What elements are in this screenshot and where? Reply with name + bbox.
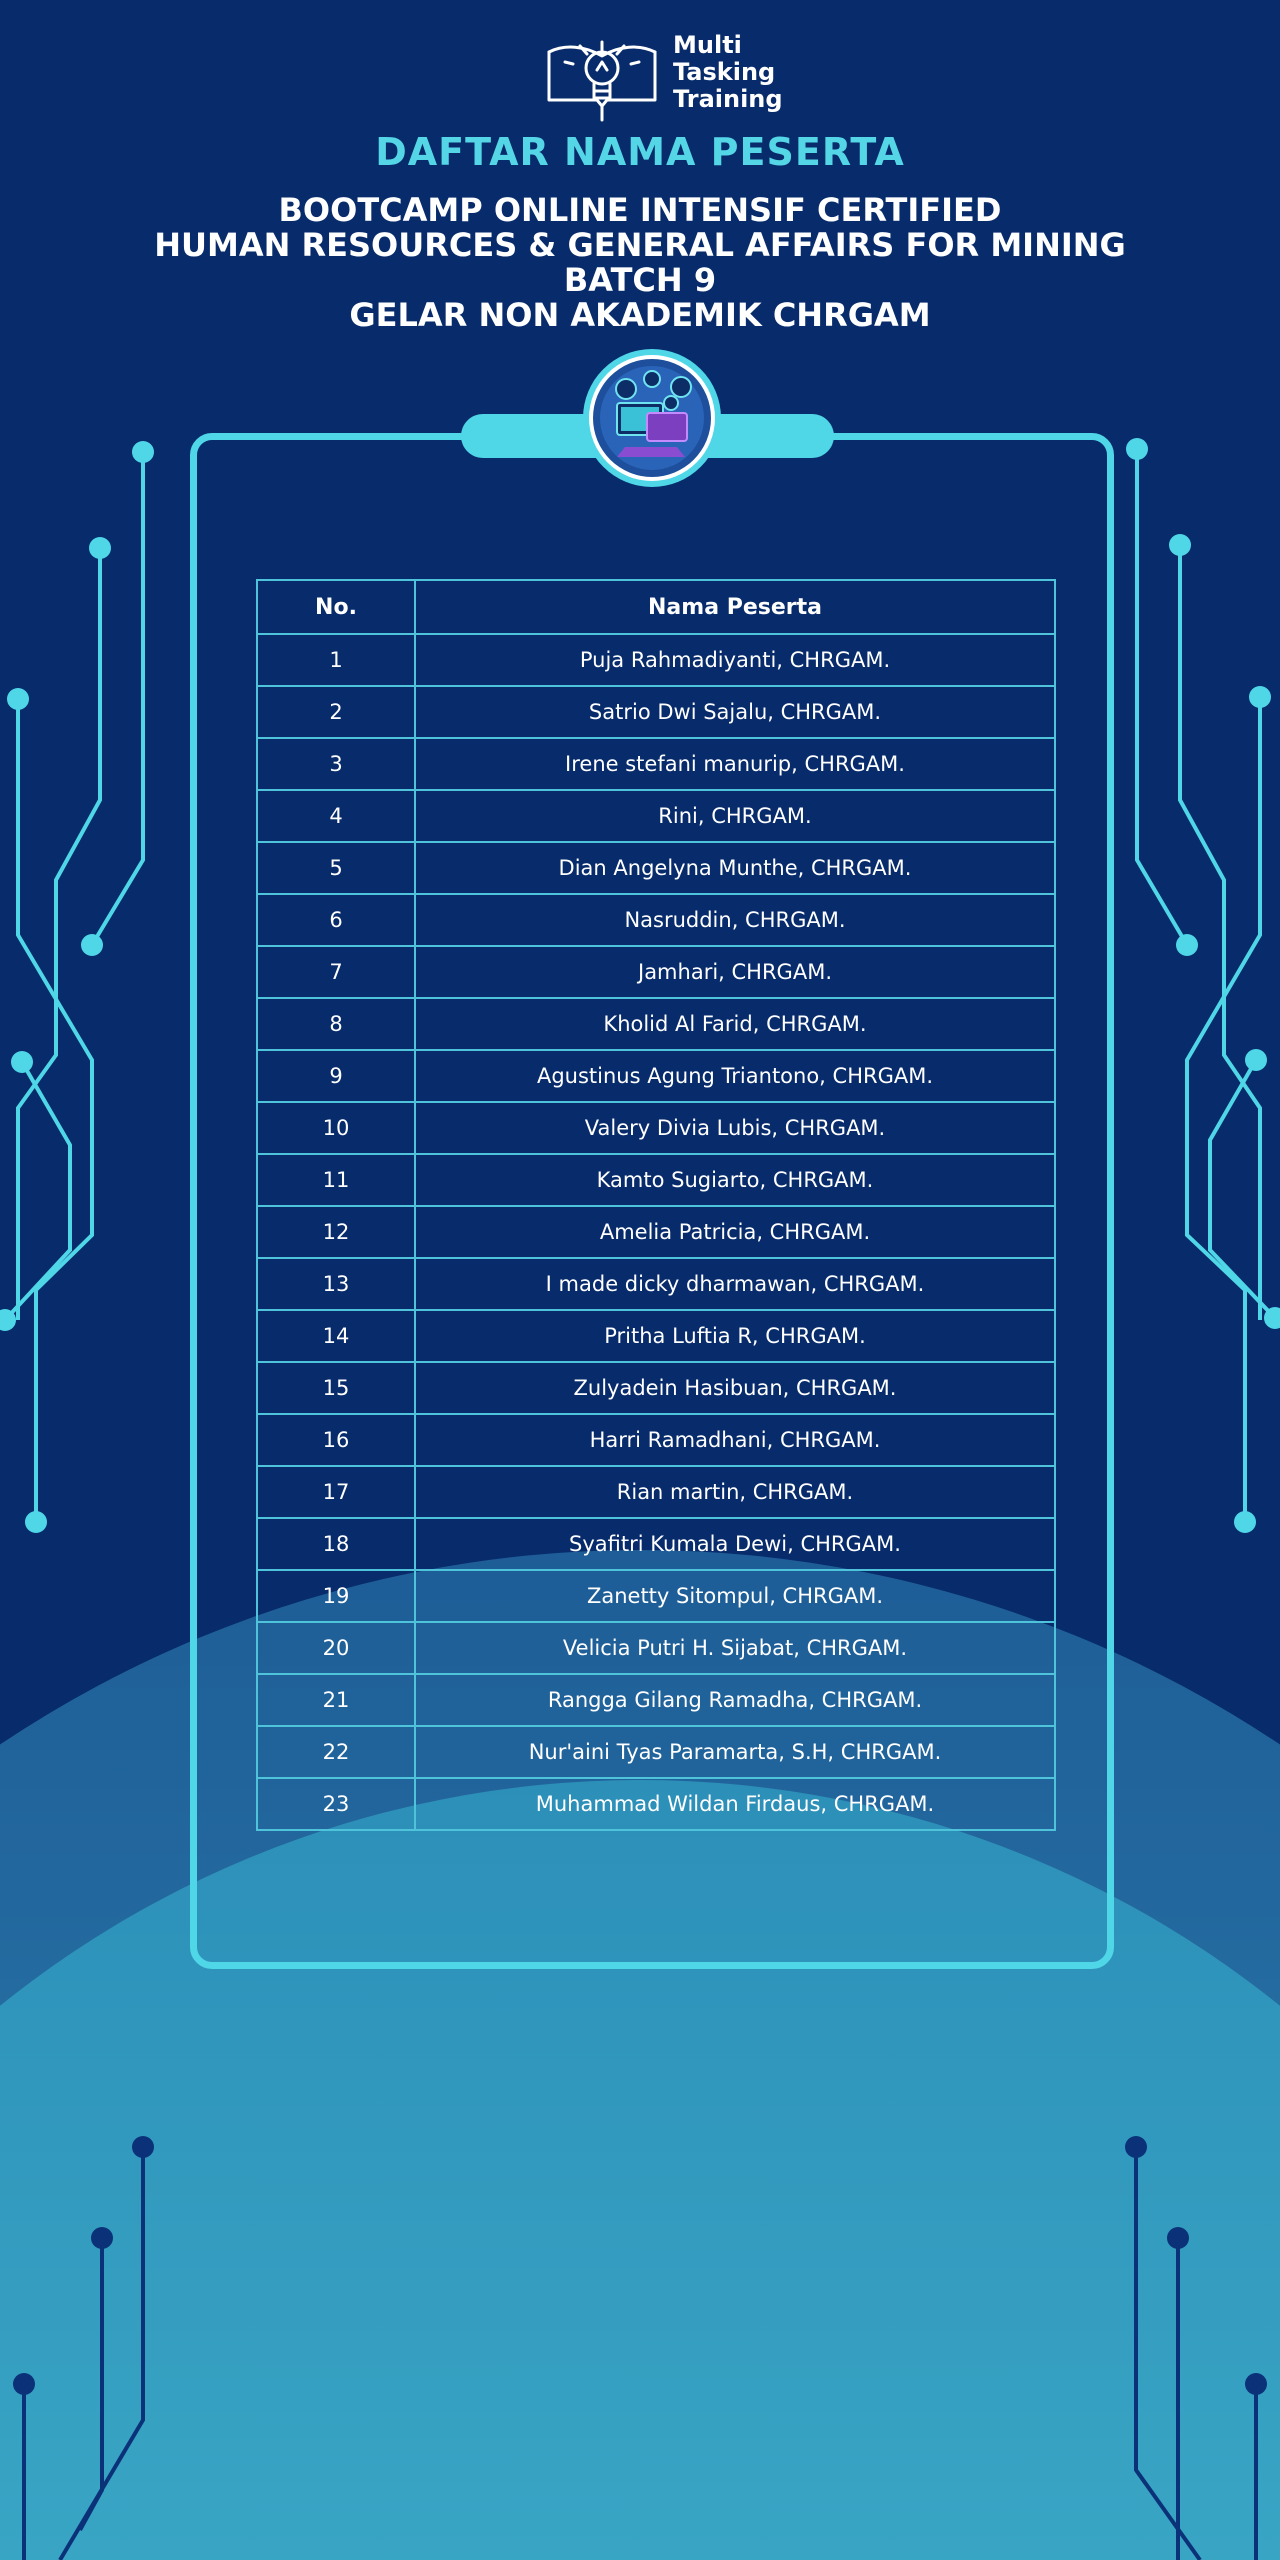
table-row xyxy=(257,686,1055,738)
row-number: 16 xyxy=(257,1414,415,1466)
row-number: 19 xyxy=(257,1570,415,1622)
table-row xyxy=(257,1778,1055,1830)
row-number: 4 xyxy=(257,790,415,842)
participant-name: Jamhari, CHRGAM. xyxy=(415,946,1055,998)
participant-name: Nur'aini Tyas Paramarta, S.H, CHRGAM. xyxy=(415,1726,1055,1778)
table-row xyxy=(257,1258,1055,1310)
table-row xyxy=(257,1518,1055,1570)
participant-table xyxy=(256,579,1056,1831)
computer-illustration-icon xyxy=(581,347,723,489)
row-number: 21 xyxy=(257,1674,415,1726)
row-number: 22 xyxy=(257,1726,415,1778)
participant-name: Rangga Gilang Ramadha, CHRGAM. xyxy=(415,1674,1055,1726)
table-row xyxy=(257,1466,1055,1518)
table-row xyxy=(257,1362,1055,1414)
table-row xyxy=(257,1310,1055,1362)
participant-name: Rini, CHRGAM. xyxy=(415,790,1055,842)
participant-name: Kholid Al Farid, CHRGAM. xyxy=(415,998,1055,1050)
page-title: DAFTAR NAMA PESERTA xyxy=(375,130,905,174)
row-number: 18 xyxy=(257,1518,415,1570)
table-row xyxy=(257,1206,1055,1258)
brand-logo xyxy=(545,30,795,122)
table-row xyxy=(257,946,1055,998)
participant-name: Kamto Sugiarto, CHRGAM. xyxy=(415,1154,1055,1206)
row-number: 6 xyxy=(257,894,415,946)
participant-name: Pritha Luftia R, CHRGAM. xyxy=(415,1310,1055,1362)
row-number: 12 xyxy=(257,1206,415,1258)
header-no: No. xyxy=(257,580,415,634)
row-number: 17 xyxy=(257,1466,415,1518)
row-number: 3 xyxy=(257,738,415,790)
row-number: 10 xyxy=(257,1102,415,1154)
participant-name: Harri Ramadhani, CHRGAM. xyxy=(415,1414,1055,1466)
table-row xyxy=(257,894,1055,946)
table-row xyxy=(257,790,1055,842)
participant-name: Satrio Dwi Sajalu, CHRGAM. xyxy=(415,686,1055,738)
table-row xyxy=(257,842,1055,894)
subtitle-line: BOOTCAMP ONLINE INTENSIF CERTIFIED xyxy=(278,191,1002,229)
subtitle-line: HUMAN RESOURCES & GENERAL AFFAIRS FOR MINING xyxy=(154,226,1126,264)
subtitle-line: BATCH 9 xyxy=(563,261,717,299)
participant-name: Nasruddin, CHRGAM. xyxy=(415,894,1055,946)
participant-name: Puja Rahmadiyanti, CHRGAM. xyxy=(415,634,1055,686)
row-number: 14 xyxy=(257,1310,415,1362)
participant-name: Velicia Putri H. Sijabat, CHRGAM. xyxy=(415,1622,1055,1674)
participant-name: Amelia Patricia, CHRGAM. xyxy=(415,1206,1055,1258)
event-subtitle xyxy=(0,193,1280,333)
table-header-row xyxy=(257,580,1055,634)
row-number: 2 xyxy=(257,686,415,738)
participant-name: Zulyadein Hasibuan, CHRGAM. xyxy=(415,1362,1055,1414)
participant-name: Irene stefani manurip, CHRGAM. xyxy=(415,738,1055,790)
lightbulb-book-logo-icon xyxy=(545,30,660,122)
participant-name: Dian Angelyna Munthe, CHRGAM. xyxy=(415,842,1055,894)
row-number: 7 xyxy=(257,946,415,998)
participant-name: Syafitri Kumala Dewi, CHRGAM. xyxy=(415,1518,1055,1570)
card-tab-right xyxy=(704,414,834,458)
participant-name: Rian martin, CHRGAM. xyxy=(415,1466,1055,1518)
row-number: 1 xyxy=(257,634,415,686)
table-row xyxy=(257,1414,1055,1466)
table-row xyxy=(257,634,1055,686)
table-row xyxy=(257,1674,1055,1726)
participant-name: Agustinus Agung Triantono, CHRGAM. xyxy=(415,1050,1055,1102)
brand-line: Training xyxy=(673,85,783,113)
row-number: 13 xyxy=(257,1258,415,1310)
table-row xyxy=(257,738,1055,790)
table-row xyxy=(257,1102,1055,1154)
table-row xyxy=(257,1050,1055,1102)
table-row xyxy=(257,1154,1055,1206)
table-row xyxy=(257,1726,1055,1778)
header-name: Nama Peserta xyxy=(415,580,1055,634)
brand-name xyxy=(673,32,783,113)
row-number: 15 xyxy=(257,1362,415,1414)
participant-name: Valery Divia Lubis, CHRGAM. xyxy=(415,1102,1055,1154)
brand-line: Tasking xyxy=(673,58,776,86)
row-number: 9 xyxy=(257,1050,415,1102)
row-number: 11 xyxy=(257,1154,415,1206)
subtitle-line: GELAR NON AKADEMIK CHRGAM xyxy=(349,296,931,334)
card-tab-left xyxy=(461,414,601,458)
row-number: 5 xyxy=(257,842,415,894)
participant-name: Zanetty Sitompul, CHRGAM. xyxy=(415,1570,1055,1622)
table-row xyxy=(257,1570,1055,1622)
participant-name: Muhammad Wildan Firdaus, CHRGAM. xyxy=(415,1778,1055,1830)
row-number: 23 xyxy=(257,1778,415,1830)
participant-name: I made dicky dharmawan, CHRGAM. xyxy=(415,1258,1055,1310)
table-row xyxy=(257,998,1055,1050)
row-number: 8 xyxy=(257,998,415,1050)
row-number: 20 xyxy=(257,1622,415,1674)
table-row xyxy=(257,1622,1055,1674)
brand-line: Multi xyxy=(673,31,742,59)
